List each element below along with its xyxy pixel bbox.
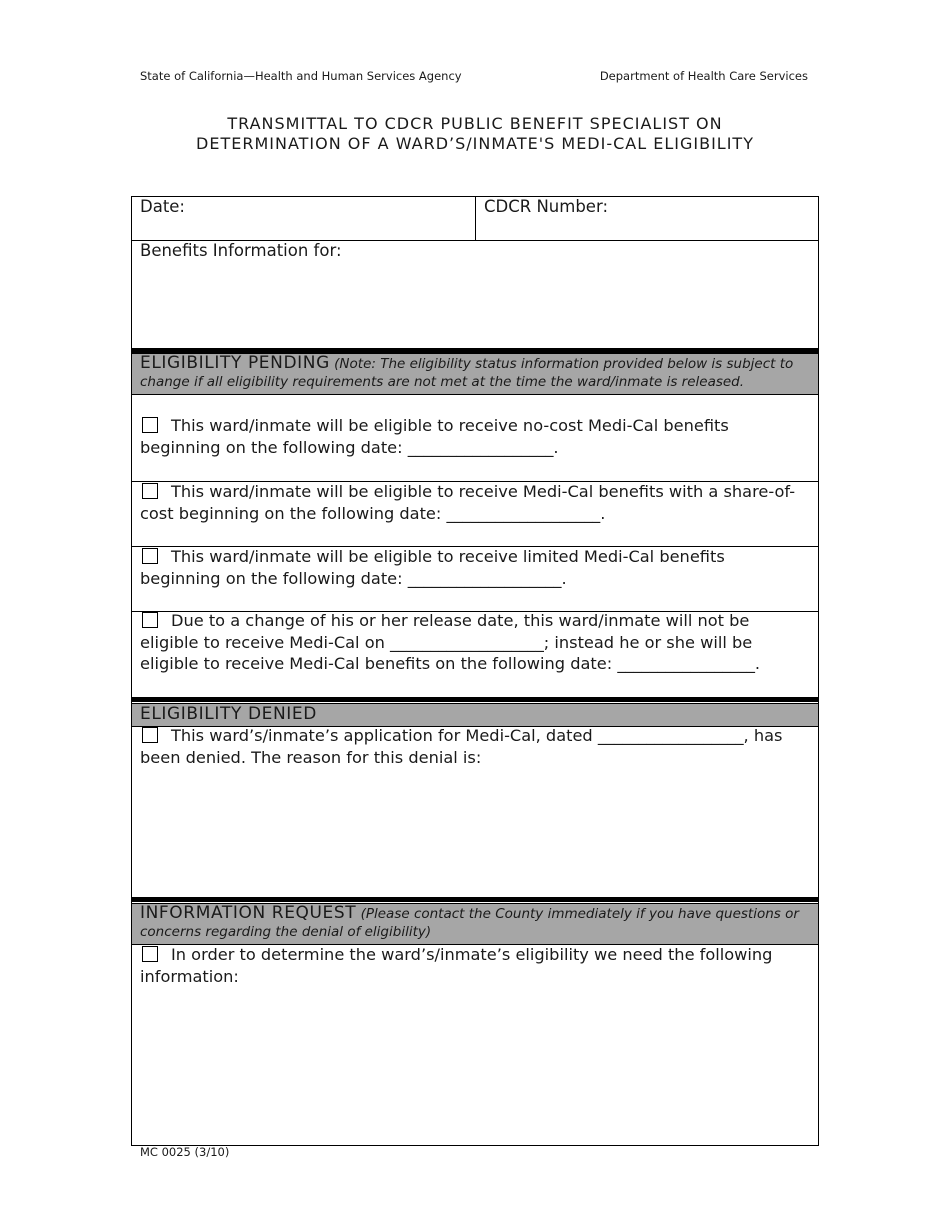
form-title	[0, 114, 950, 154]
pending-option-release-date-change	[140, 610, 806, 675]
share-of-cost-checkbox[interactable]	[142, 483, 158, 499]
eligibility-pending-heading: ELIGIBILITY PENDING	[140, 353, 330, 373]
date-field[interactable]	[132, 197, 476, 240]
denied-option	[140, 725, 806, 768]
eligibility-pending-note: (Note: The eligibility status information provided below is subject to change if all eligibility requirements are not met at the time the ward/inmate is released.	[140, 356, 794, 390]
pending-option-no-cost	[140, 415, 806, 458]
limited-benefits-option-text: This ward/inmate will be eligible to receive limited Medi-Cal benefits beginning on the following date: ___________________.	[140, 547, 725, 588]
no-cost-checkbox[interactable]	[142, 417, 158, 433]
cdcr-number-label: CDCR Number:	[484, 197, 609, 216]
release-date-change-option-text: Due to a change of his or her release date, this ward/inmate will not be eligible to receive Medi-Cal on ___________________; instead he or she will be eligible to receive Medi-Cal benefits on the following date: _________________.	[140, 611, 761, 673]
pending-option-share-of-cost	[140, 481, 806, 524]
release-date-change-checkbox[interactable]	[142, 612, 158, 628]
information-request-option	[140, 944, 806, 987]
pending-option-limited	[140, 546, 806, 589]
information-request-heading: INFORMATION REQUEST	[140, 903, 357, 923]
eligibility-denied-heading: ELIGIBILITY DENIED	[140, 704, 317, 724]
information-request-option-text: In order to determine the ward’s/inmate’s eligibility we need the following information:	[140, 945, 773, 986]
form-title-line-2: DETERMINATION OF A WARD’S/INMATE'S MEDI-CAL ELIGIBILITY	[196, 134, 754, 153]
form-number: MC 0025 (3/10)	[140, 1145, 230, 1159]
limited-benefits-checkbox[interactable]	[142, 548, 158, 564]
eligibility-pending-banner	[132, 353, 818, 395]
agency-header: State of California—Health and Human Services Agency	[140, 69, 462, 83]
section-divider	[132, 697, 818, 702]
date-label: Date:	[140, 197, 185, 216]
denied-option-text: This ward’s/inmate’s application for Medi-Cal, dated __________________, has been denied. The reason for this denial is:	[140, 726, 783, 767]
transmittal-form	[131, 196, 819, 1146]
section-divider	[132, 897, 818, 902]
share-of-cost-option-text: This ward/inmate will be eligible to receive Medi-Cal benefits with a share-of-cost beginning on the following date: ___________________.	[140, 482, 796, 523]
benefits-information-field[interactable]	[132, 241, 818, 347]
information-request-note: (Please contact the County immediately if you have questions or concerns regarding the denial of eligibility)	[140, 906, 799, 940]
no-cost-option-text: This ward/inmate will be eligible to receive no-cost Medi-Cal benefits beginning on the following date: __________________.	[140, 416, 729, 457]
benefits-information-label: Benefits Information for:	[140, 241, 342, 260]
cdcr-number-field[interactable]	[476, 197, 818, 240]
denied-checkbox[interactable]	[142, 727, 158, 743]
information-request-checkbox[interactable]	[142, 946, 158, 962]
form-title-line-1: TRANSMITTAL TO CDCR PUBLIC BENEFIT SPECIALIST ON	[227, 114, 723, 133]
department-header: Department of Health Care Services	[599, 69, 808, 83]
eligibility-denied-banner	[132, 703, 818, 727]
information-request-banner	[132, 903, 818, 945]
